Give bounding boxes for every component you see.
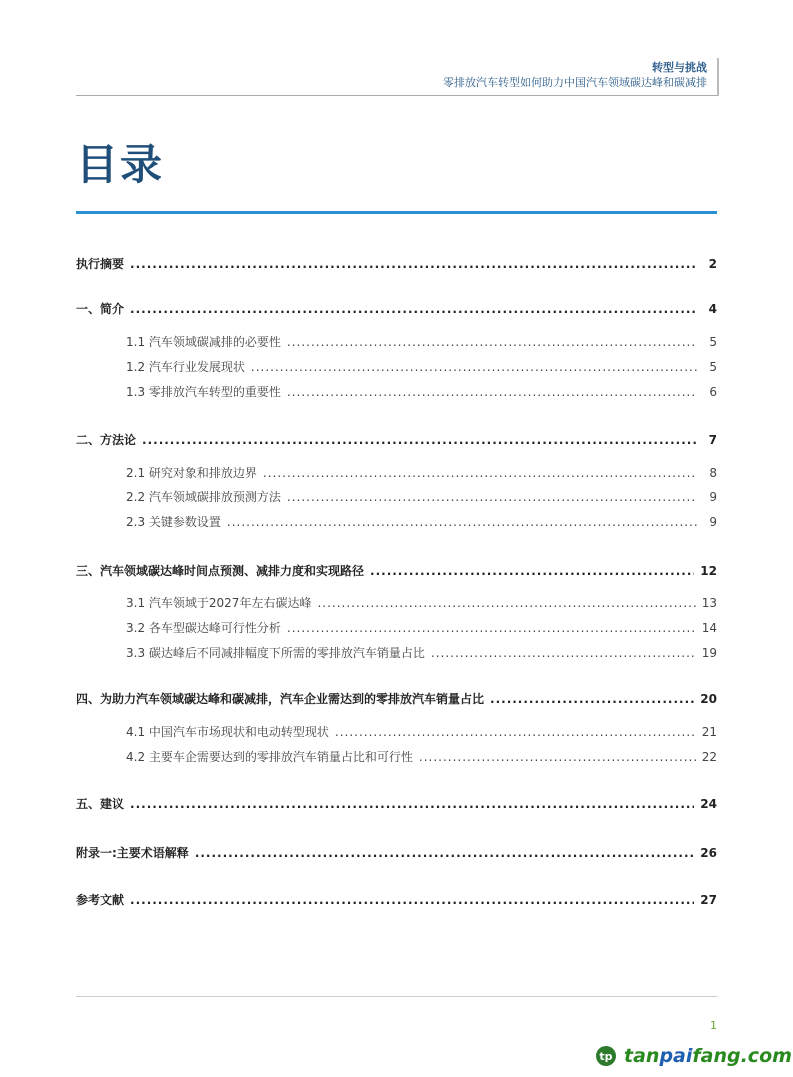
toc-entry[interactable] — [126, 333, 717, 350]
toc-entry-page: 14 — [701, 621, 717, 635]
page-number: 1 — [710, 1019, 717, 1032]
toc-entry-label: 二、方法论 — [76, 433, 137, 447]
toc-entry[interactable] — [76, 795, 717, 812]
toc-entry[interactable] — [76, 431, 717, 448]
toc-entry-page: 4 — [708, 302, 717, 316]
toc-entry-label: 3.2 各车型碳达峰可行性分析 — [126, 621, 281, 635]
toc-entry-page: 6 — [709, 385, 717, 399]
toc-entry[interactable] — [126, 488, 717, 505]
toc-entry[interactable] — [126, 594, 717, 611]
toc-entry-page: 5 — [709, 335, 717, 349]
toc-entry-page: 2 — [708, 257, 717, 271]
toc-entry-label: 4.2 主要车企需要达到的零排放汽车销量占比和可行性 — [126, 750, 413, 764]
toc-entry-page: 19 — [701, 646, 717, 660]
toc-entry-page: 21 — [701, 725, 717, 739]
toc-leader-dots — [195, 846, 694, 860]
toc-entry-page: 22 — [701, 750, 717, 764]
toc-entry[interactable] — [126, 619, 717, 636]
toc-leader-dots — [263, 466, 697, 480]
toc-leader-dots — [419, 750, 696, 764]
toc-leader-dots — [130, 797, 694, 811]
toc-entry-label: 三、汽车领域碳达峰时间点预测、减排力度和实现路径 — [76, 564, 365, 578]
header-title: 转型与挑战 — [652, 61, 707, 74]
toc-entry-page: 9 — [709, 515, 717, 529]
toc-entry-label: 2.2 汽车领域碳排放预测方法 — [126, 490, 281, 504]
toc-entry-label: 1.1 汽车领域碳减排的必要性 — [126, 335, 281, 349]
toc-entry[interactable] — [76, 562, 717, 579]
toc-entry[interactable] — [76, 255, 717, 272]
toc-entry[interactable] — [126, 644, 717, 661]
toc-leader-dots — [251, 360, 697, 374]
toc-entry-label: 执行摘要 — [76, 257, 125, 271]
toc-entry-page: 24 — [700, 797, 717, 811]
toc-entry-page: 5 — [709, 360, 717, 374]
toc-entry-page: 12 — [700, 564, 717, 578]
toc-entry-label: 附录一:主要术语解释 — [76, 846, 189, 860]
toc-entry[interactable] — [126, 748, 717, 765]
footer-divider — [76, 996, 717, 997]
toc-entry-label: 参考文献 — [76, 893, 125, 907]
toc-entry-label: 4.1 中国汽车市场现状和电动转型现状 — [126, 725, 329, 739]
logo-text: tanpaifang.com — [624, 1045, 792, 1067]
toc-leader-dots — [287, 490, 697, 504]
title-divider — [76, 211, 717, 214]
toc-leader-dots — [490, 692, 694, 706]
toc-entry-label: 1.3 零排放汽车转型的重要性 — [126, 385, 281, 399]
toc-entry[interactable] — [76, 844, 717, 861]
toc-entry[interactable] — [126, 383, 717, 400]
toc-leader-dots — [335, 725, 696, 739]
toc-entry-page: 20 — [700, 692, 717, 706]
toc-entry-label: 3.3 碳达峰后不同减排幅度下所需的零排放汽车销量占比 — [126, 646, 425, 660]
toc-entry-page: 9 — [709, 490, 717, 504]
toc-leader-dots — [130, 302, 697, 316]
toc-entry[interactable] — [126, 464, 717, 481]
toc-entry-label: 3.1 汽车领域于2027年左右碳达峰 — [126, 596, 312, 610]
logo-icon: tp — [596, 1046, 616, 1066]
toc-leader-dots — [431, 646, 696, 660]
toc-entry[interactable] — [76, 891, 717, 908]
toc-entry-label: 2.1 研究对象和排放边界 — [126, 466, 257, 480]
toc-leader-dots — [287, 385, 697, 399]
toc-entry[interactable] — [126, 513, 717, 530]
toc-entry-label: 1.2 汽车行业发展现状 — [126, 360, 245, 374]
toc-leader-dots — [370, 564, 694, 578]
toc-entry-page: 27 — [700, 893, 717, 907]
toc-leader-dots — [142, 433, 697, 447]
toc-entry[interactable] — [76, 690, 717, 707]
toc-entry-label: 2.3 关键参数设置 — [126, 515, 221, 529]
toc-entry-label: 一、简介 — [76, 302, 125, 316]
header-subtitle: 零排放汽车转型如何助力中国汽车领域碳达峰和碳减排 — [443, 76, 707, 89]
page-title: 目录 — [76, 140, 165, 189]
toc-leader-dots — [287, 621, 696, 635]
toc-entry-page: 7 — [708, 433, 717, 447]
header-vertical-divider — [717, 58, 719, 96]
toc-entry-page: 8 — [709, 466, 717, 480]
toc-entry[interactable] — [126, 358, 717, 375]
toc-leader-dots — [130, 257, 697, 271]
toc-entry-label: 四、为助力汽车领域碳达峰和碳减排，汽车企业需达到的零排放汽车销量占比 — [76, 692, 485, 706]
toc-entry-page: 26 — [700, 846, 717, 860]
toc-leader-dots — [227, 515, 697, 529]
tanpaifang-logo — [596, 1045, 792, 1067]
toc-entry-page: 13 — [701, 596, 717, 610]
toc-entry[interactable] — [76, 300, 717, 317]
toc-leader-dots — [130, 893, 694, 907]
toc-leader-dots — [287, 335, 697, 349]
toc-entry-label: 五、建议 — [76, 797, 125, 811]
toc-leader-dots — [317, 596, 695, 610]
header-divider — [76, 95, 717, 96]
toc-entry[interactable] — [126, 723, 717, 740]
